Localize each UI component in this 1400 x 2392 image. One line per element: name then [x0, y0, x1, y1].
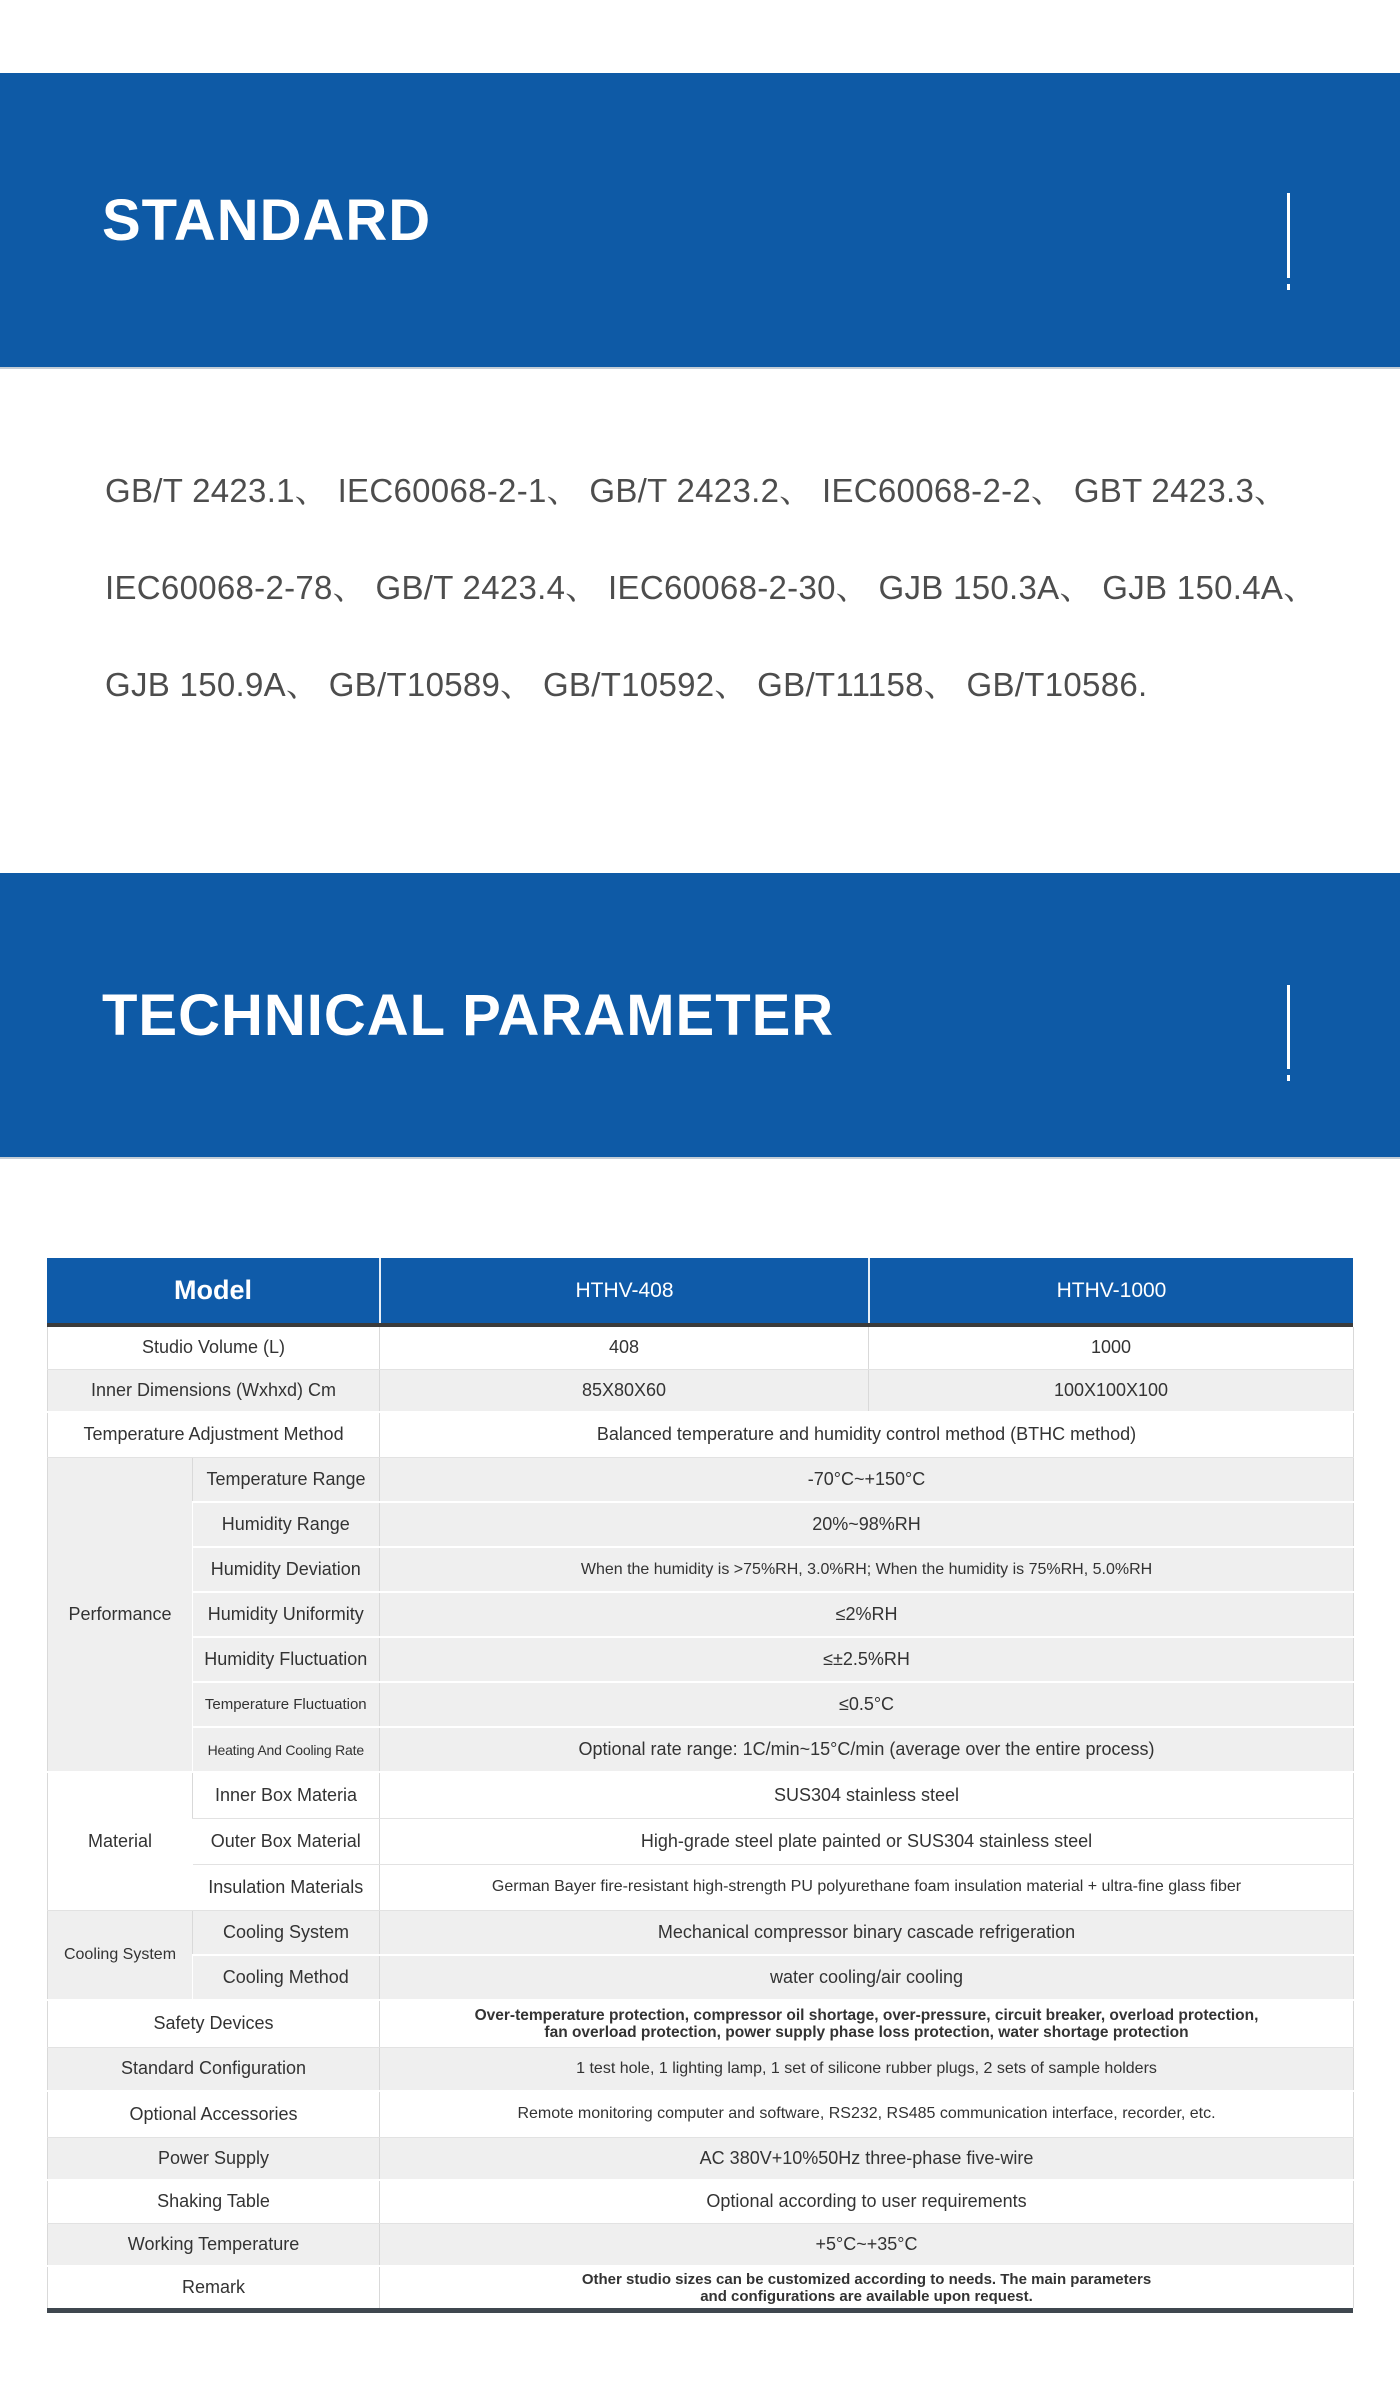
standards-line-3: GJB 150.9A、 GB/T10589、 GB/T10592、 GB/T11158、 GB/T10586. — [105, 666, 1148, 703]
insulation-value: German Bayer fire-resistant high-strength PU polyurethane foam insulation material + ultra-fine glass fiber — [380, 1864, 1354, 1910]
temperature-fluctuation-value: ≤0.5°C — [380, 1682, 1354, 1727]
humidity-range-value: 20%~98%RH — [380, 1502, 1354, 1547]
table-row — [48, 1955, 1354, 2000]
spec-table — [47, 1258, 1353, 2313]
table-row — [48, 2137, 1354, 2180]
remark-line-1: Other studio sizes can be customized according to needs. The main parameters — [581, 2270, 1152, 2288]
remark-value — [380, 2266, 1354, 2308]
table-row — [48, 1864, 1354, 1910]
row-label-humidity-range: Humidity Range — [193, 1502, 380, 1547]
row-label-power-supply: Power Supply — [48, 2137, 380, 2180]
temperature-range-value: -70°C~+150°C — [380, 1457, 1354, 1502]
table-row — [48, 1327, 1354, 1369]
standards-line-2: IEC60068-2-78、 GB/T 2423.4、 IEC60068-2-30、 GJB 150.3A、 GJB 150.4A、 — [105, 569, 1317, 606]
safety-devices-line-2: fan overload protection, power supply phase loss protection, water shortage protection — [544, 2023, 1189, 2041]
header-cell-hthv-1000: HTHV-1000 — [868, 1258, 1353, 1323]
row-label-safety-devices: Safety Devices — [48, 2000, 380, 2047]
cooling-system-value: Mechanical compressor binary cascade refrigeration — [380, 1910, 1354, 1955]
heating-cooling-rate-value: Optional rate range: 1C/min~15°C/min (average over the entire process) — [380, 1727, 1354, 1772]
table-row — [48, 1818, 1354, 1864]
row-label-remark: Remark — [48, 2266, 380, 2308]
power-supply-value: AC 380V+10%50Hz three-phase five-wire — [380, 2137, 1354, 2180]
safety-devices-line-1: Over-temperature protection, compressor oil shortage, over-pressure, circuit breaker, overload protection, — [474, 2006, 1259, 2024]
standards-list — [105, 442, 1365, 733]
table-row — [48, 1412, 1354, 1457]
row-label-inner-box: Inner Box Materia — [193, 1772, 380, 1818]
row-label-inner-dimensions: Inner Dimensions (Wxhxd) Cm — [48, 1369, 380, 1412]
humidity-deviation-value: When the humidity is >75%RH, 3.0%RH; When the humidity is 75%RH, 5.0%RH — [380, 1547, 1354, 1592]
table-row — [48, 1592, 1354, 1637]
table-row — [48, 2180, 1354, 2223]
header-cell-hthv-408: HTHV-408 — [379, 1258, 868, 1323]
row-label-humidity-uniformity: Humidity Uniformity — [193, 1592, 380, 1637]
table-row — [48, 1727, 1354, 1772]
table-row — [48, 2000, 1354, 2047]
technical-parameter-section-banner — [0, 873, 1400, 1157]
group-label-performance: Performance — [48, 1457, 193, 1772]
row-label-cooling-method: Cooling Method — [193, 1955, 380, 2000]
table-row — [48, 1502, 1354, 1547]
table-row — [48, 1369, 1354, 1412]
outer-box-value: High-grade steel plate painted or SUS304 stainless steel — [380, 1818, 1354, 1864]
temp-adjustment-value: Balanced temperature and humidity control method (BTHC method) — [380, 1412, 1354, 1457]
vertical-line-dot-decoration — [1287, 1075, 1290, 1081]
technical-parameter-section-title: TECHNICAL PARAMETER — [102, 982, 835, 1048]
row-label-shaking-table: Shaking Table — [48, 2180, 380, 2223]
vertical-line-decoration — [1287, 193, 1290, 278]
vertical-line-dot-decoration — [1287, 284, 1290, 290]
vertical-line-decoration — [1287, 985, 1290, 1069]
cooling-method-value: water cooling/air cooling — [380, 1955, 1354, 2000]
row-label-humidity-deviation: Humidity Deviation — [193, 1547, 380, 1592]
row-label-studio-volume: Studio Volume (L) — [48, 1327, 380, 1369]
table-row — [48, 2047, 1354, 2091]
row-label-heating-cooling-rate: Heating And Cooling Rate — [193, 1727, 380, 1772]
spec-table-body — [47, 1327, 1354, 2308]
studio-volume-1000: 1000 — [869, 1327, 1354, 1369]
remark-line-2: and configurations are available upon request. — [700, 2287, 1033, 2305]
standard-section-banner — [0, 73, 1400, 367]
safety-devices-value — [380, 2000, 1354, 2047]
row-label-temp-adjustment: Temperature Adjustment Method — [48, 1412, 380, 1457]
table-row — [48, 1457, 1354, 1502]
table-row — [48, 2266, 1354, 2308]
standard-configuration-value: 1 test hole, 1 lighting lamp, 1 set of silicone rubber plugs, 2 sets of sample holders — [380, 2047, 1354, 2091]
row-label-cooling-system: Cooling System — [193, 1910, 380, 1955]
group-label-cooling-system: Cooling System — [48, 1910, 193, 2000]
header-cell-model: Model — [174, 1275, 252, 1305]
row-label-working-temperature: Working Temperature — [48, 2223, 380, 2266]
shaking-table-value: Optional according to user requirements — [380, 2180, 1354, 2223]
table-row — [48, 1682, 1354, 1727]
row-label-optional-accessories: Optional Accessories — [48, 2091, 380, 2137]
row-label-humidity-fluctuation: Humidity Fluctuation — [193, 1637, 380, 1682]
working-temperature-value: +5°C~+35°C — [380, 2223, 1354, 2266]
optional-accessories-value: Remote monitoring computer and software, RS232, RS485 communication interface, recorder, etc. — [380, 2091, 1354, 2137]
row-label-standard-configuration: Standard Configuration — [48, 2047, 380, 2091]
inner-dimensions-408: 85X80X60 — [380, 1369, 869, 1412]
inner-dimensions-1000: 100X100X100 — [869, 1369, 1354, 1412]
row-label-outer-box: Outer Box Material — [193, 1818, 380, 1864]
table-row — [48, 1637, 1354, 1682]
spec-table-header — [47, 1258, 1353, 1323]
row-label-insulation: Insulation Materials — [193, 1864, 380, 1910]
row-label-temperature-fluctuation: Temperature Fluctuation — [193, 1682, 380, 1727]
table-row — [48, 1772, 1354, 1818]
group-label-material: Material — [48, 1772, 193, 1910]
table-row — [48, 1547, 1354, 1592]
table-bottom-dark-border — [47, 2308, 1353, 2313]
standards-line-1: GB/T 2423.1、 IEC60068-2-1、 GB/T 2423.2、 IEC60068-2-2、 GBT 2423.3、 — [105, 472, 1288, 509]
standard-section-title: STANDARD — [102, 187, 432, 253]
table-row — [48, 1910, 1354, 1955]
inner-box-value: SUS304 stainless steel — [380, 1772, 1354, 1818]
row-label-temperature-range: Temperature Range — [193, 1457, 380, 1502]
table-row — [48, 2091, 1354, 2137]
studio-volume-408: 408 — [380, 1327, 869, 1369]
humidity-fluctuation-value: ≤±2.5%RH — [380, 1637, 1354, 1682]
humidity-uniformity-value: ≤2%RH — [380, 1592, 1354, 1637]
table-row — [48, 2223, 1354, 2266]
